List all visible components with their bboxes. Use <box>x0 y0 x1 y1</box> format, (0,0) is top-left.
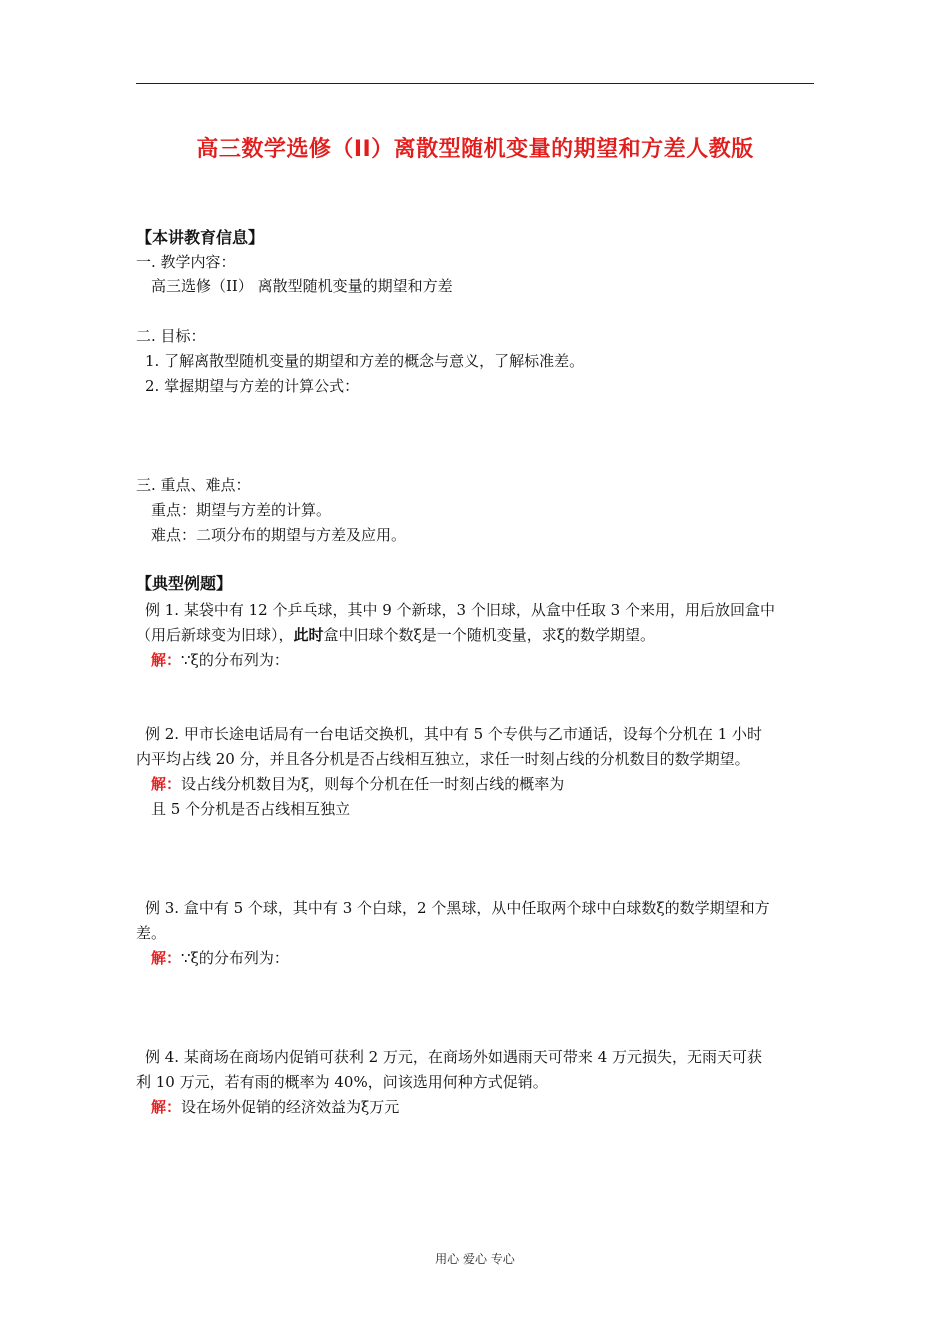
example-1-line-1: 例 1. 某袋中有 12 个乒乓球，其中 9 个新球，3 个旧球，从盒中任取 3 个来用，用后放回盒中 <box>145 601 775 619</box>
section-heading-info: 【本讲教育信息】 <box>136 228 265 247</box>
solution-text: ∵ξ的分布列为： <box>181 949 289 967</box>
example-3-solution <box>151 948 831 968</box>
content-text: 高三选修（II） 离散型随机变量的期望和方差 <box>151 277 453 295</box>
section-heading-examples: 【典型例题】 <box>136 574 233 593</box>
solution-label: 解： <box>151 949 182 967</box>
example-2-line-1: 例 2. 甲市长途电话局有一台电话交换机，其中有 5 个专供与乙市通话，设每个分机在 1 小时 <box>145 725 763 743</box>
example-2-line-2: 内平均占线 20 分，并且各分机是否占线相互独立，求任一时刻占线的分机数目的数学期望。 <box>136 750 750 768</box>
example-1-text-a: （用后新球变为旧球）， <box>136 626 294 644</box>
example-2-solution-2: 且 5 个分机是否占线相互独立 <box>151 800 351 818</box>
key-label: 三. 重点、难点： <box>136 476 251 494</box>
key-point: 重点：期望与方差的计算。 <box>151 501 332 519</box>
page-footer: 用心 爱心 专心 <box>435 1252 515 1266</box>
example-1-text-bold: 此时 <box>293 626 324 644</box>
example-3-line-2: 差。 <box>136 924 167 942</box>
header-rule <box>136 83 814 84</box>
solution-label: 解： <box>151 1098 182 1116</box>
solution-text: ∵ξ的分布列为： <box>181 651 289 669</box>
example-1-solution <box>151 650 831 670</box>
goal-2: 2. 掌握期望与方差的计算公式： <box>145 377 360 395</box>
solution-text: 设在场外促销的经济效益为ξ万元 <box>181 1098 400 1116</box>
solution-label: 解： <box>151 775 182 793</box>
example-3-line-1: 例 3. 盒中有 5 个球，其中有 3 个白球，2 个黑球，从中任取两个球中白球数ξ的数学期望和方 <box>145 899 770 917</box>
goals-label: 二. 目标： <box>136 327 206 345</box>
example-2-solution <box>151 774 831 794</box>
example-4-solution <box>151 1097 831 1117</box>
example-4-line-1: 例 4. 某商场在商场内促销可获利 2 万元，在商场外如遇雨天可带来 4 万元损失，无雨天可获 <box>145 1048 763 1066</box>
content-label: 一. 教学内容： <box>136 253 236 271</box>
goal-1: 1. 了解离散型随机变量的期望和方差的概念与意义，了解标准差。 <box>145 352 585 370</box>
example-1-text-b: 盒中旧球个数ξ是一个随机变量，求ξ的数学期望。 <box>323 626 656 644</box>
solution-label: 解： <box>151 651 182 669</box>
difficulty-point: 难点：二项分布的期望与方差及应用。 <box>151 526 407 544</box>
example-4-line-2: 利 10 万元，若有雨的概率为 40%，问该选用何种方式促销。 <box>136 1073 548 1091</box>
page-title: 高三数学选修（II）离散型随机变量的期望和方差人教版 <box>196 137 754 162</box>
solution-text: 设占线分机数目为ξ，则每个分机在任一时刻占线的概率为 <box>181 775 565 793</box>
example-1-line-2 <box>136 625 816 645</box>
